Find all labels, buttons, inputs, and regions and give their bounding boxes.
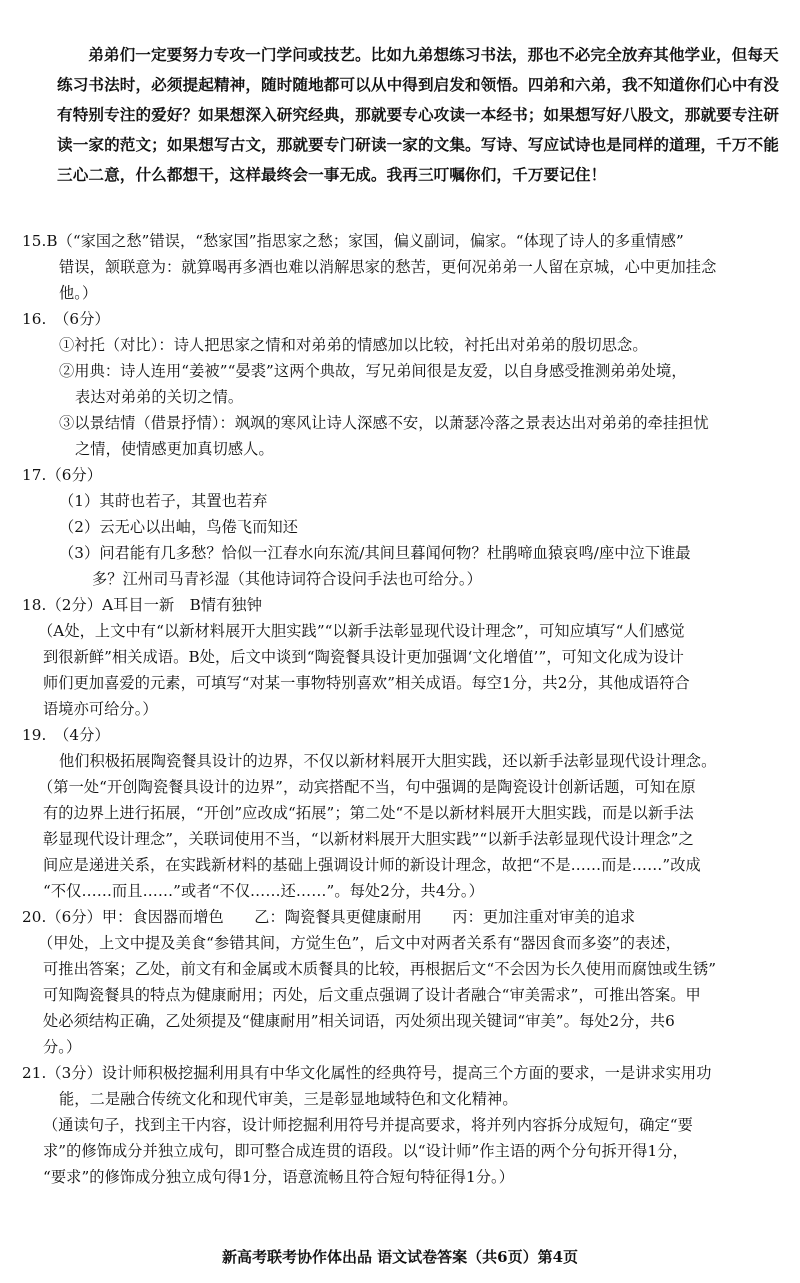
answer-18-line-3: 师们更加喜爱的元素，可填写“对某一事物特别喜欢”相关成语。每空1分，共2分，其他成语符合 bbox=[43, 674, 690, 692]
answer-21-explain-line-3: “要求”的修饰成分独立成句得1分，语意流畅且符合短句特征得1分。） bbox=[43, 1168, 514, 1186]
answer-20-line-3: 可知陶瓷餐具的特点为健康耐用；丙处，后文重点强调了设计者融合“审美需求”，可推出答案。甲 bbox=[43, 986, 701, 1004]
answer-20-line-5: 分。） bbox=[43, 1038, 82, 1056]
answer-16-point-1: ①衬托（对比）：诗人把思家之情和对弟弟的情感加以比较，衬托出对弟弟的殷切思念。 bbox=[59, 336, 648, 354]
answer-18-line-2: 到很新鲜”相关成语。B处，后文中谈到“陶瓷餐具设计更加强调‘文化增值’”，可知文化成为设计 bbox=[43, 648, 684, 666]
answer-20-heading: 20.（6分）甲：食因器而增色 乙：陶瓷餐具更健康耐用 丙：更加注重对审美的追求 bbox=[22, 908, 636, 926]
answer-15-line-1: 15.B（“家国之愁”错误，“愁家国”指思家之愁；家国，偏义副词，偏家。“体现了诗人的多重情感” bbox=[22, 232, 684, 250]
answer-17-heading: 17.（6分） bbox=[22, 466, 103, 484]
answer-18-heading: 18.（2分）A耳目一新 B情有独钟 bbox=[22, 596, 262, 614]
answer-16-point-2-line-1: ②用典：诗人连用“姜被”“晏裘”这两个典故，写兄弟间很是友爱，以自身感受推测弟弟处境， bbox=[59, 362, 687, 380]
answer-21-line-1: 21.（3分）设计师积极挖掘利用具有中华文化属性的经典符号，提高三个方面的要求，一是讲求实用功 bbox=[22, 1064, 712, 1082]
translation-paragraph: 弟弟们一定要努力专攻一门学问或技艺。比如九弟想练习书法，那也不必完全放弃其他学业，但每天练习书法时，必须提起精神，随时随地都可以从中得到启发和领悟。四弟和六弟，我不知道你们心中有没有特别专注的爱好？如果想深入研究经典，那就要专心攻读一本经书；如果想写好八股文，那就要专注研读一家的范文；如果想写古文，那就要专门研读一家的文集。写诗、写应试诗也是同样的道理，千万不能三心二意，什么都想干，这样最终会一事无成。我再三叮嘱你们，千万要记住！ bbox=[57, 45, 779, 184]
answer-18-line-1: （A处，上文中有“以新材料展开大胆实践”“以新手法彰显现代设计理念”，可知应填写“人们感觉 bbox=[38, 622, 685, 640]
answer-17-item-2: （2）云无心以出岫，鸟倦飞而知还 bbox=[59, 518, 299, 536]
answer-19-heading: 19. （4分） bbox=[22, 726, 110, 744]
answer-19-line-1: （第一处“开创陶瓷餐具设计的边界”，动宾搭配不当，句中强调的是陶瓷设计创新话题，可知在原 bbox=[38, 778, 696, 796]
answer-15-line-3: 他。） bbox=[59, 284, 98, 302]
answer-20-line-1: （甲处，上文中提及美食“参错其间，方觉生色”，后文中对两者关系有“器因食而多姿”的表述， bbox=[38, 934, 681, 952]
answer-19-line-3: 彰显现代设计理念”，关联词使用不当，“以新材料展开大胆实践”“以新手法彰显现代设计理念”之 bbox=[43, 830, 694, 848]
answer-17-item-3-line-1: （3）问君能有几多愁？恰似一江春水向东流/其间旦暮闻何物？杜鹃啼血猿哀鸣/座中泣下谁最 bbox=[59, 544, 691, 562]
answer-15-line-2: 错误，颔联意为：就算喝再多酒也难以消解思家的愁苦，更何况弟弟一人留在京城，心中更加挂念 bbox=[59, 258, 717, 276]
answer-19-line-2: 有的边界上进行拓展，“开创”应改成“拓展”；第二处“不是以新材料展开大胆实践，而是以新手法 bbox=[43, 804, 694, 822]
answer-21-explain-line-1: （通读句子，找到主干内容，设计师挖掘利用符号并提高要求，将并列内容拆分成短句，确定“要 bbox=[43, 1116, 693, 1134]
answer-20-line-2: 可推出答案；乙处，前文有和金属或木质餐具的比较，再根据后文“不会因为长久使用而腐蚀或生锈” bbox=[43, 960, 717, 978]
answer-20-line-4: 处必须结构正确，乙处须提及“健康耐用”相关词语，丙处须出现关键词“审美”。每处2分，共6 bbox=[43, 1012, 675, 1030]
answer-17-item-1: （1）其莳也若子，其置也若弃 bbox=[59, 492, 268, 510]
answer-19-line-5: “不仅……而且……”或者“不仅……还……”。每处2分，共4分。） bbox=[43, 882, 484, 900]
answer-16-heading: 16. （6分） bbox=[22, 310, 110, 328]
answer-18-line-4: 语境亦可给分。） bbox=[43, 700, 158, 718]
answer-21-line-2: 能，二是融合传统文化和现代审美，三是彰显地域特色和文化精神。 bbox=[59, 1090, 518, 1108]
page-footer: 新高考联考协作体出品 语文试卷答案（共6页）第4页 bbox=[221, 1248, 579, 1266]
answer-21-explain-line-2: 求”的修饰成分并独立成句，即可整合成连贯的语段。以“设计师”作主语的两个分句拆开得1分， bbox=[43, 1142, 688, 1160]
answer-17-item-3-line-2: 多？江州司马青衫湿（其他诗词符合设问手法也可给分。） bbox=[92, 570, 482, 588]
answer-16-point-3-line-1: ③以景结情（借景抒情）：飒飒的寒风让诗人深感不安，以萧瑟冷落之景表达出对弟弟的牵挂担忧 bbox=[59, 414, 709, 432]
answer-16-point-3-line-2: 之情，使情感更加真切感人。 bbox=[75, 440, 274, 458]
answer-16-point-2-line-2: 表达对弟弟的关切之情。 bbox=[75, 388, 244, 406]
answer-19-corrected-sentence: 他们积极拓展陶瓷餐具设计的边界，不仅以新材料展开大胆实践，还以新手法彰显现代设计理念。 bbox=[59, 752, 717, 770]
answer-19-line-4: 间应是递进关系，在实践新材料的基础上强调设计师的新设计理念，故把“不是……而是……”改成 bbox=[43, 856, 701, 874]
